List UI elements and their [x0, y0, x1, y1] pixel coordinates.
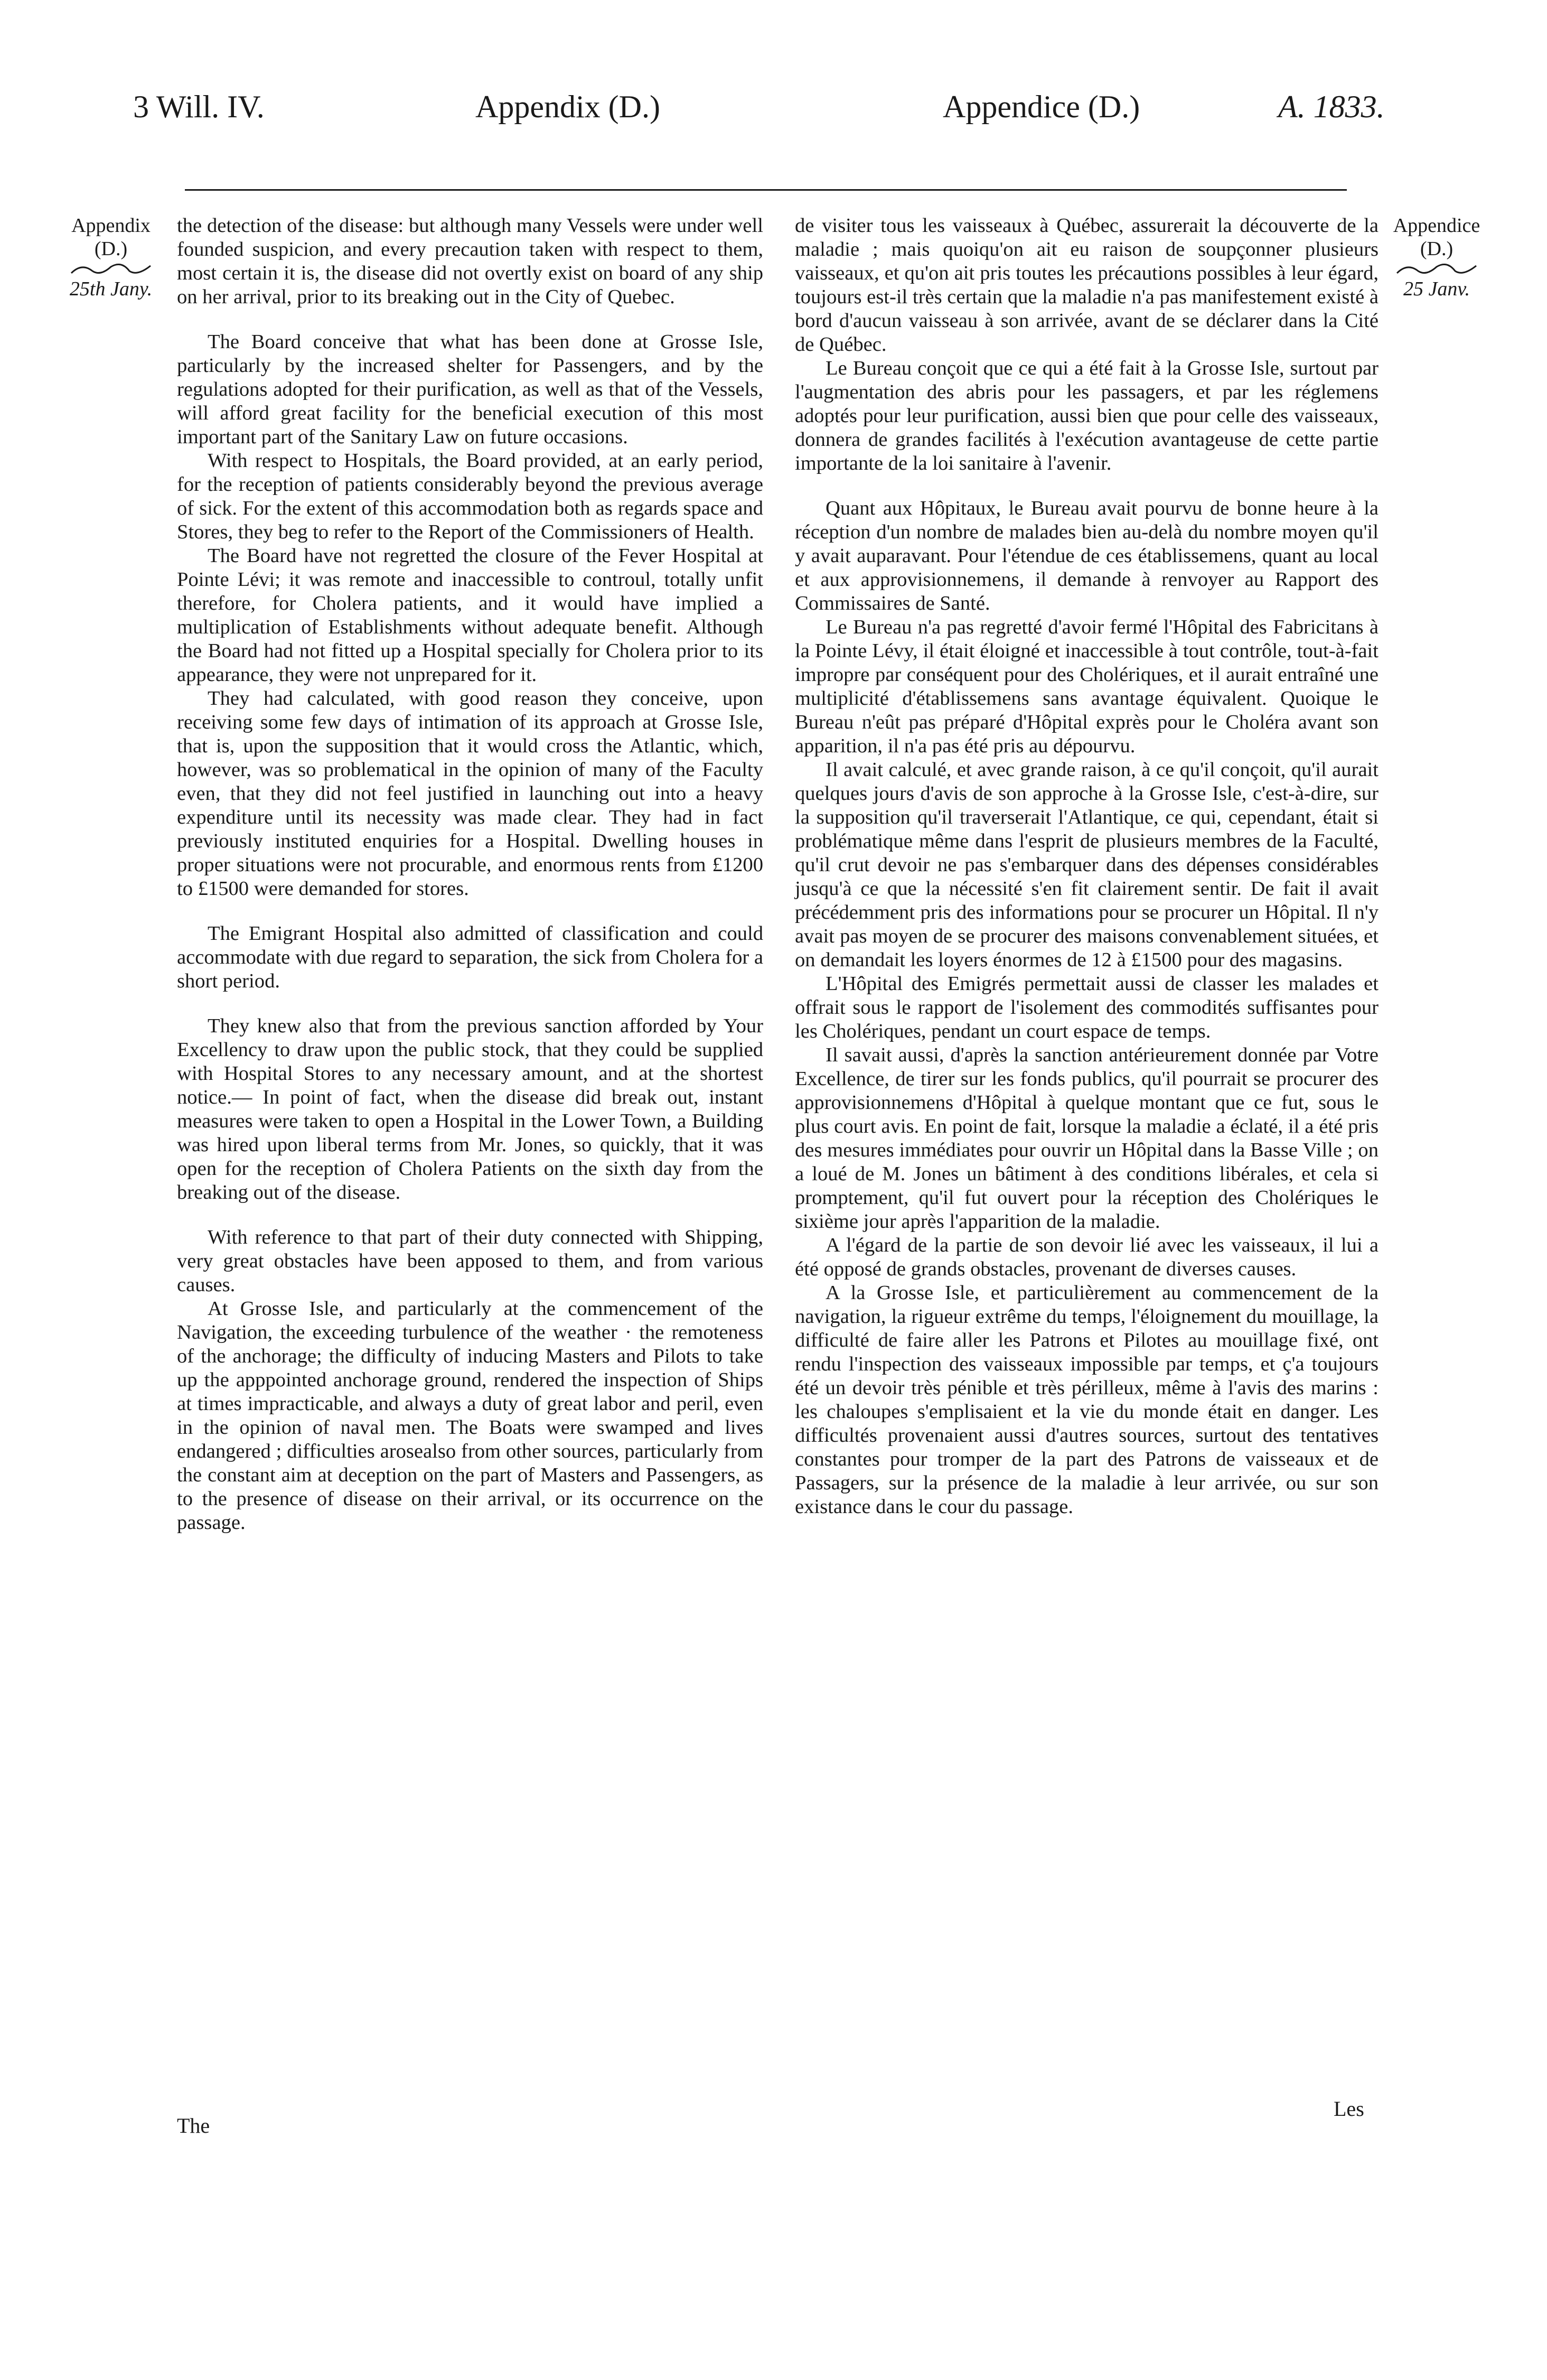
header-left: 3 Will. IV.: [133, 89, 265, 124]
english-paragraph: The Board have not regretted the closure of the Fever Hospital at Pointe Lévi; it was remote and inaccessible to controul, totally unfit therefore, for Cholera patients, and it would have implied a multiplication of Establishments without adequate benefit. Although the Board had not fitted up a Hospital specially for Cholera prior to its appearance, they were not unprepared for it.: [177, 545, 763, 686]
margin-note-left: [48, 214, 174, 301]
french-catchword: Les: [1334, 2097, 1364, 2121]
english-column: [177, 214, 763, 1535]
english-paragraph: They had calculated, with good reason they conceive, upon receiving some few days of intimation of its approach at Grosse Isle, that is, upon the supposition that it would cross the Atlantic, which, however, was so problematical in the opinion of many of the Faculty even, that they did not feel justified in launching out into a heavy expenditure until its necessity was made clear. They had in fact previously instituted enquiries for a Hospital. Dwelling houses in proper situations were not procurable, and enormous rents from £1200 to £1500 were demanded for stores.: [177, 687, 763, 900]
french-column: [795, 214, 1379, 1519]
margin-note-right: [1373, 214, 1500, 301]
english-paragraph: With respect to Hospitals, the Board provided, at an early period, for the reception of patients considerably beyond the previous average of sick. For the extent of this accommodation both as regards space and Stores, they beg to refer to the Report of the Commissioners of Health.: [177, 450, 763, 543]
header-center-right: Appendice (D.): [943, 89, 1140, 124]
english-catchword: The: [177, 2114, 210, 2138]
french-paragraph: A l'égard de la partie de son devoir lié avec les vaisseaux, il lui a été opposé de grands obstacles, provenant de diverses causes.: [795, 1234, 1379, 1280]
english-paragraph: With reference to that part of their duty connected with Shipping, very great obstacles have been apposed to them, and from various causes.: [177, 1226, 763, 1296]
french-paragraph: A la Grosse Isle, et particulièrement au commencement de la navigation, la rigueur extrême du temps, l'éloignement du mouillage, la difficulté de faire aller les Patrons et Pilotes au mouillage fixé, ont rendu l'inspection des vaisseaux impossible par temps, et ç'a toujours été un devoir très pénible et très périlleux, même à l'avis des marins : les chaloupes s'emplisaient et la vie du monde était en danger. Les difficultés provenaient aussi d'autres sources, surtout des tentatives constantes pour tromper de la part des Patrons de vaisseaux et de Passagers, sur la présence de la maladie à leur arrivée, ou sur son existance dans le cour du passage.: [795, 1282, 1379, 1518]
margin-left-date: 25th Jany.: [69, 278, 153, 300]
margin-left-flourish: [69, 262, 153, 276]
header-center-left: Appendix (D.): [475, 89, 660, 124]
header-rule: [185, 189, 1347, 191]
margin-right-date: 25 Janv.: [1403, 278, 1470, 300]
english-paragraph: The Emigrant Hospital also admitted of classification and could accommodate with due regard to separation, the sick from Cholera for a short period.: [177, 922, 763, 992]
margin-left-title: Appendix: [71, 214, 151, 237]
margin-right-flourish: [1394, 262, 1479, 276]
margin-left-letter: (D.): [94, 238, 128, 260]
margin-right-title: Appendice: [1393, 214, 1480, 237]
french-paragraph: Le Bureau n'a pas regretté d'avoir fermé l'Hôpital des Fabricitans à la Pointe Lévy, il était éloigné et inaccessible à tout contrôle, tout-à-fait impropre par conséquent pour des Cholériques, et il aurait entraîné une multiplicité d'établissemens sans avantage équivalent. Quoique le Bureau n'eût pas préparé d'Hôpital exprès pour le Choléra avant son apparition, il n'a pas été pris au dépourvu.: [795, 616, 1379, 757]
english-paragraph: the detection of the disease: but although many Vessels were under well founded suspicion, and every precaution taken with respect to them, most certain it is, the disease did not overtly exist on board of any ship on her arrival, prior to its breaking out in the City of Quebec.: [177, 214, 763, 308]
english-paragraph: At Grosse Isle, and particularly at the commencement of the Navigation, the exceeding turbulence of the weather · the remoteness of the anchorage; the difficulty of inducing Masters and Pilots to take up the apppointed anchorage ground, rendered the inspection of Ships at times impracticable, and always a duty of great labor and peril, even in the opinion of naval men. The Boats were swamped and lives endangered ; difficulties arosealso from other sources, particularly from the constant aim at deception on the part of Masters and Passengers, as to the presence of disease on their arrival, or its occurrence on the passage.: [177, 1298, 763, 1534]
french-paragraph: Il avait calculé, et avec grande raison, à ce qu'il conçoit, qu'il aurait quelques jours d'avis de son approche à la Grosse Isle, c'est-à-dire, sur la supposition qu'il traverserait l'Atlantique, ce qui, cependant, était si problématique même dans l'esprit de plusieurs membres de la Faculté, qu'il crut devoir ne pas s'embarquer dans des dépenses considérables jusqu'à ce que la nécessité s'en fit clairement sentir. De fait il avait précédemment pris des informations pour se procurer un Hôpital. Il n'y avait pas moyen de se procurer des maisons convenablement situées, et on demandait les loyers énormes de 12 à £1500 pour des magasins.: [795, 759, 1379, 971]
header-right: A. 1833.: [1278, 89, 1385, 124]
english-paragraph: They knew also that from the previous sanction afforded by Your Excellency to draw upon the public stock, that they could be supplied with Hospital Stores to any necessary amount, and at the shortest notice.— In point of fact, when the disease did break out, instant measures were taken to open a Hospital in the Lower Town, a Building was hired upon liberal terms from Mr. Jones, so quickly, that it was open for the reception of Cholera Patients on the sixth day from the breaking out of the disease.: [177, 1015, 763, 1203]
margin-right-letter: (D.): [1420, 238, 1454, 260]
french-paragraph: Quant aux Hôpitaux, le Bureau avait pourvu de bonne heure à la réception d'un nombre de malades bien au-delà du nombre moyen qu'il y avait auparavant. Pour l'étendue de ces établissemens, quant au local et aux approvisionnemens, il demande à renvoyer au Rapport des Commissaires de Santé.: [795, 497, 1379, 614]
french-paragraph: Il savait aussi, d'après la sanction antérieurement donnée par Votre Excellence, de tirer sur les fonds publics, qu'il pourrait se procurer des approvisionnemens d'Hôpital à quelque montant que ce fut, sous le plus court avis. En point de fait, lorsque la maladie a éclaté, il a été pris des mesures immédiates pour ouvrir un Hôpital dans la Basse Ville ; on a loué de M. Jones un bâtiment à des conditions libérales, et cela si promptement, qu'il fut ouvert pour la réception des Cholériques le sixième jour après l'apparition de la maladie.: [795, 1044, 1379, 1233]
french-paragraph: Le Bureau conçoit que ce qui a été fait à la Grosse Isle, surtout par l'augmentation des abris pour les passagers, et par les réglemens adoptés pour leur purification, aussi bien que pour celle des vaisseaux, donnera de grandes facilités à l'exécution avantageuse de cette partie importante de la loi sanitaire à l'avenir.: [795, 357, 1379, 474]
english-paragraph: The Board conceive that what has been done at Grosse Isle, particularly by the increased shelter for Passengers, and by the regulations adopted for their purification, as well as that of the Vessels, will afford great facility for the beneficial execution of this most important part of the Sanitary Law on future occasions.: [177, 331, 763, 448]
french-paragraph: L'Hôpital des Emigrés permettait aussi de classer les malades et offrait sous le rapport de l'isolement des commodités suffisantes pour les Cholériques, pendant un court espace de temps.: [795, 973, 1379, 1042]
french-paragraph: de visiter tous les vaisseaux à Québec, assurerait la découverte de la maladie ; mais quoiqu'on ait eu raison de soupçonner plusieurs vaisseaux, et qu'on ait pris toutes les précautions possibles à leur égard, toujours est-il très certain que la maladie n'a pas manifestement existé à bord d'aucun vaisseau à son arrivée, avant de se déclarer dans la Cité de Québec.: [795, 214, 1379, 356]
